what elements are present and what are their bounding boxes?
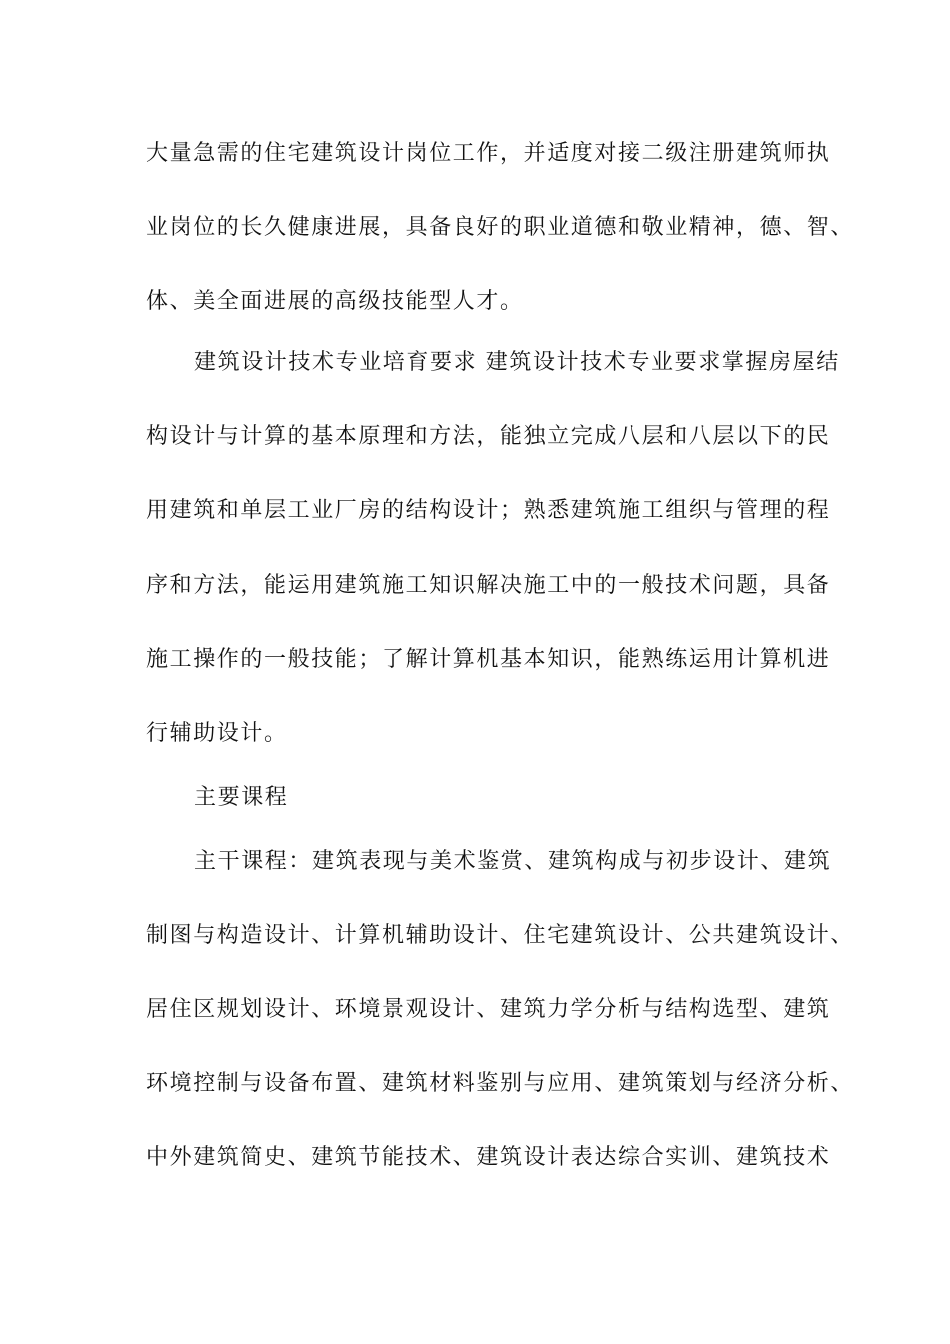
text-line: 施工操作的一般技能；了解计算机基本知识，能熟练运用计算机进 [146, 647, 831, 672]
text-line: 制图与构造设计、计算机辅助设计、住宅建筑设计、公共建筑设计、 [146, 923, 855, 948]
text-line: 居住区规划设计、环境景观设计、建筑力学分析与结构选型、建筑 [146, 997, 831, 1022]
text-line: 用建筑和单层工业厂房的结构设计；熟悉建筑施工组织与管理的程 [146, 498, 831, 523]
text-line: 体、美全面进展的高级技能型人才。 [146, 289, 524, 314]
text-line: 序和方法，能运用建筑施工知识解决施工中的一般技术问题，具备 [146, 573, 831, 598]
text-line: 业岗位的长久健康进展，具备良好的职业道德和敬业精神，德、智、 [146, 215, 855, 240]
paragraph-start-line: 建筑设计技术专业培育要求 建筑设计技术专业要求掌握房屋结 [194, 350, 840, 375]
text-line: 行辅助设计。 [146, 721, 288, 746]
paragraph-start-line: 主干课程：建筑表现与美术鉴赏、建筑构成与初步设计、建筑 [194, 849, 832, 874]
text-line: 大量急需的住宅建筑设计岗位工作，并适度对接二级注册建筑师执 [146, 141, 831, 166]
text-line: 构设计与计算的基本原理和方法，能独立完成八层和八层以下的民 [146, 424, 831, 449]
text-line: 中外建筑简史、建筑节能技术、建筑设计表达综合实训、建筑技术 [146, 1145, 831, 1170]
text-line: 环境控制与设备布置、建筑材料鉴别与应用、建筑策划与经济分析、 [146, 1071, 855, 1096]
section-heading: 主要课程 [194, 785, 289, 810]
